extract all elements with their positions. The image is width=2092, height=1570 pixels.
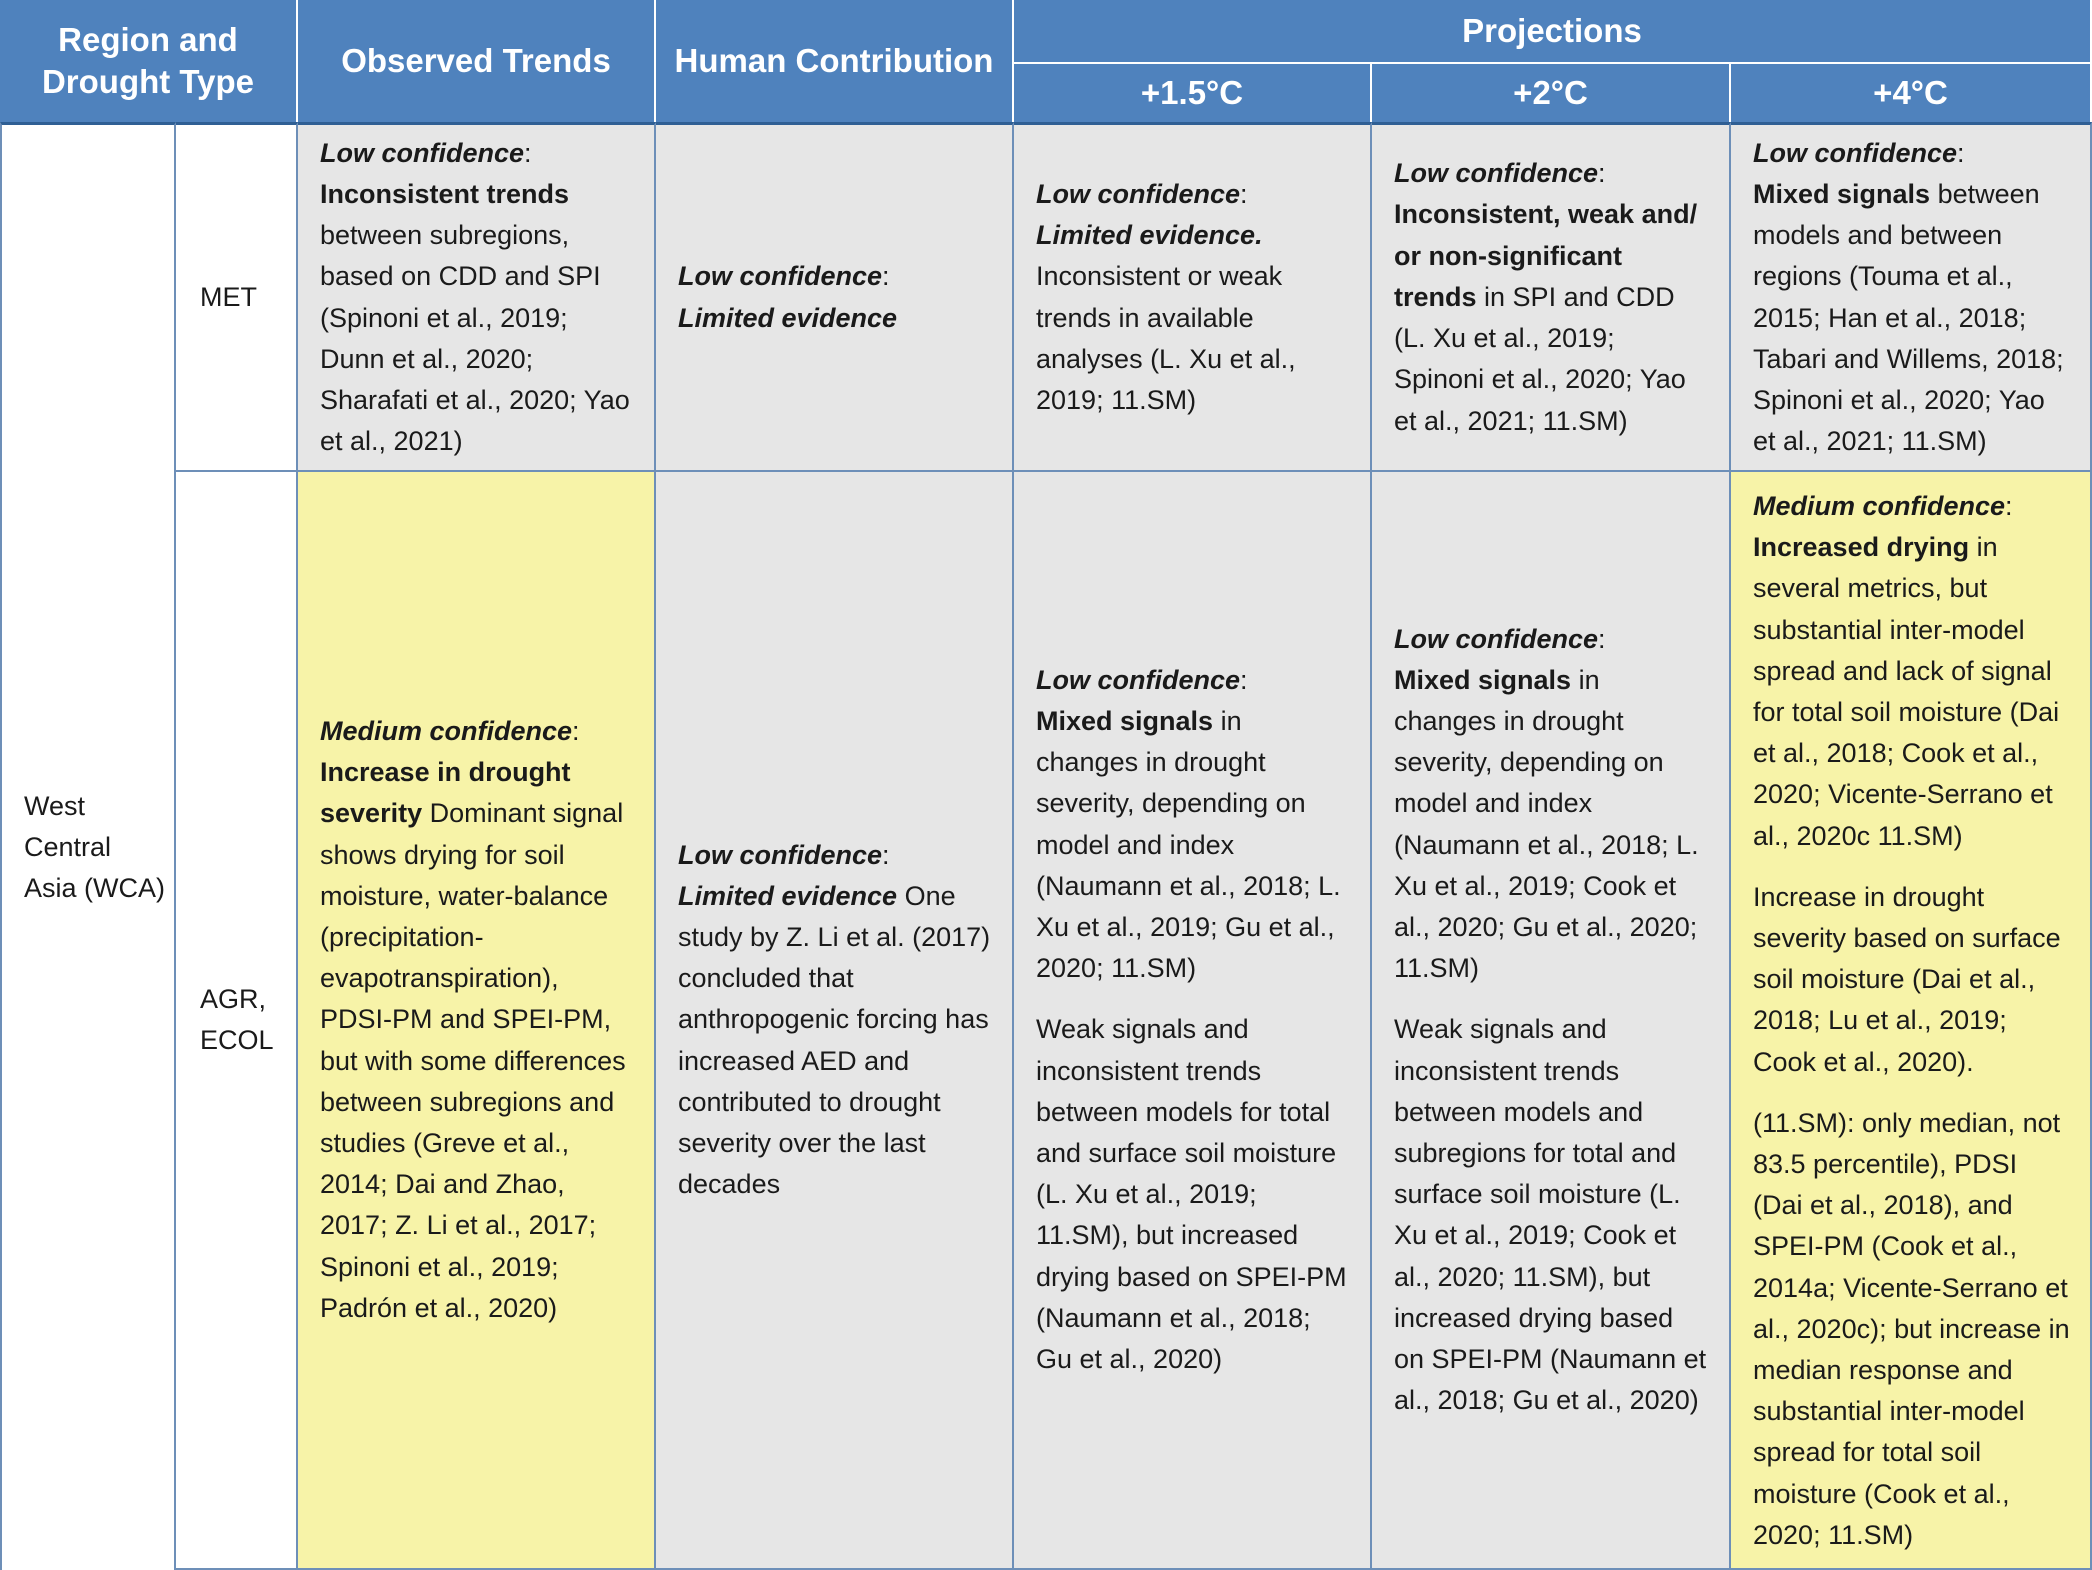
key-finding: Mixed signals — [1394, 664, 1572, 695]
confidence-label: Low confidence — [678, 261, 883, 292]
cell-text: between subregions, based on CDD and SPI (Spinoni et al., 2019; Dunn et al., 2020; Sharafati et al., 2020; Yao et al., 2021) — [320, 220, 630, 457]
agr-projection-4c — [1731, 472, 2092, 1570]
cell-text: Weak signals and inconsistent trends between models and subregions for total and surface soil moisture (L. Xu et al., 2019; Cook et al., 2020; 11.SM), but increased drying based on SPEI-PM (Naumann et al., 2018; Gu et al., 2020) — [1394, 1014, 1707, 1416]
cell-text: in SPI and CDD (L. Xu et al., 2019; Spinoni et al., 2020; Yao et al., 2021; 11.SM) — [1394, 281, 1686, 436]
cell-paragraph: Low confidence: Mixed signals in changes in drought severity, depending on model and index (Naumann et al., 2018; L. Xu et al., 2019; Cook et al., 2020; Gu et al., 2020; 11.SM) — [1394, 623, 1699, 984]
cell-paragraph: Low confidence: Mixed signals between models and between regions (Touma et al., 2015; Han et al., 2018; Tabari and Willems, 2018; Spinoni et al., 2020; Yao et al., 2021; 11.SM) — [1753, 137, 2064, 457]
confidence-label: Low confidence — [1753, 137, 1958, 168]
key-finding: Inconsistent, weak and/ or non-significant trends — [1394, 199, 1698, 312]
cell-text: in changes in drought severity, depending on model and index (Naumann et al., 2018; L. Xu et al., 2019; Gu et al., 2020; 11.SM) — [1036, 705, 1341, 984]
confidence-label: Medium confidence — [1753, 490, 2006, 521]
header-projections: Projections — [1014, 0, 2092, 64]
cell-paragraph: Low confidence: Mixed signals in changes in drought severity, depending on model and index (Naumann et al., 2018; L. Xu et al., 2019; Gu et al., 2020; 11.SM) — [1036, 664, 1341, 984]
met-projection-4c — [1731, 122, 2092, 472]
key-finding: Inconsistent trends — [320, 178, 570, 209]
evidence-label: Limited evidence. — [1036, 220, 1263, 251]
met-projection-1-5c — [1014, 122, 1372, 472]
header-projection-2c: +2°C — [1372, 64, 1731, 124]
confidence-label: Low confidence — [1394, 623, 1599, 654]
confidence-label: Low confidence — [1394, 158, 1599, 189]
drought-type-agr-ecol: AGR, ECOL — [176, 472, 298, 1570]
met-human-contribution — [656, 122, 1014, 472]
key-finding: Increased drying — [1753, 532, 1970, 563]
cell-text: in several metrics, but substantial inter-model spread and lack of signal for total soil moisture (Dai et al., 2018; Cook et al., 2020; Vicente-Serrano et al., 2020c 11.SM) — [1753, 532, 2060, 851]
cell-paragraph: Low confidence: Limited evidence. Inconsistent or weak trends in available analyses (L. Xu et al., 2019; 11.SM) — [1036, 178, 1296, 415]
header-projection-1-5c: +1.5°C — [1014, 64, 1372, 124]
cell-paragraph: Low confidence: Limited evidence One study by Z. Li et al. (2017) concluded that anthropogenic forcing has increased AED and contributed to drought severity over the last decades — [678, 839, 991, 1200]
cell-text: Dominant signal shows drying for soil moisture, water-balance (precipitation-evapotranspiration), PDSI-PM and SPEI-PM, but with some differences between subregions and studies (Greve et al., 2014; Dai and Zhao, 2017; Z. Li et al., 2017; Spinoni et al., 2019; Padrón et al., 2020) — [320, 798, 626, 1323]
met-projection-2c — [1372, 122, 1731, 472]
evidence-label: Limited evidence — [678, 302, 898, 333]
confidence-label: Low confidence — [320, 137, 525, 168]
evidence-label: Limited evidence — [678, 880, 898, 911]
header-projection-4c: +4°C — [1731, 64, 2092, 124]
cell-text: One study by Z. Li et al. (2017) concluded that anthropogenic forcing has increased AED and contributed to drought severity over the last decades — [678, 880, 991, 1200]
cell-text: Weak signals and inconsistent trends between models for total and surface soil moisture (L. Xu et al., 2019; 11.SM), but increased drying based on SPEI-PM (Naumann et al., 2018; Gu et al., 2020) — [1036, 1014, 1347, 1375]
cell-paragraph — [1394, 1009, 1709, 1421]
drought-type-met: MET — [176, 122, 298, 472]
cell-paragraph: Low confidence: Inconsistent trends between subregions, based on CDD and SPI (Spinoni et al., 2019; Dunn et al., 2020; Sharafati et al., 2020; Yao et al., 2021) — [320, 137, 630, 457]
cell-text: Inconsistent or weak trends in available analyses (L. Xu et al., 2019; 11.SM) — [1036, 261, 1296, 415]
confidence-label: Medium confidence — [320, 715, 573, 746]
cell-text: in changes in drought severity, depending on model and index (Naumann et al., 2018; L. Xu et al., 2019; Cook et al., 2020; Gu et al., 2020; 11.SM) — [1394, 664, 1699, 984]
cell-text: between models and between regions (Touma et al., 2015; Han et al., 2018; Tabari and Willems, 2018; Spinoni et al., 2020; Yao et al., 2021; 11.SM) — [1753, 178, 2064, 457]
met-observed-trends — [298, 122, 656, 472]
key-finding: Increase in drought severity — [320, 757, 571, 829]
confidence-label: Low confidence — [1036, 178, 1241, 209]
cell-paragraph: Low confidence: Inconsistent, weak and/ or non-significant trends in SPI and CDD (L. Xu et al., 2019; Spinoni et al., 2020; Yao et al., 2021; 11.SM) — [1394, 158, 1698, 436]
agr-human-contribution — [656, 472, 1014, 1570]
cell-paragraph — [1753, 877, 2070, 1083]
agr-projection-1-5c — [1014, 472, 1372, 1570]
header-region-drought-type: Region and Drought Type — [0, 0, 298, 124]
cell-paragraph: Medium confidence: Increased drying in several metrics, but substantial inter-model spread and lack of signal for total soil moisture (Dai et al., 2018; Cook et al., 2020; Vicente-Serrano et al., 2020c 11.SM) — [1753, 490, 2060, 851]
key-finding: Mixed signals — [1036, 705, 1214, 736]
cell-paragraph: Medium confidence: Increase in drought severity Dominant signal shows drying for soil moisture, water-balance (precipitation-evapotranspiration), PDSI-PM and SPEI-PM, but with some differences between subregions and studies (Greve et al., 2014; Dai and Zhao, 2017; Z. Li et al., 2017; Spinoni et al., 2019; Padrón et al., 2020) — [320, 715, 626, 1323]
cell-paragraph: Low confidence: Limited evidence — [678, 261, 898, 333]
agr-projection-2c — [1372, 472, 1731, 1570]
key-finding: Mixed signals — [1753, 178, 1931, 209]
cell-text: Increase in drought severity based on surface soil moisture (Dai et al., 2018; Lu et al., 2019; Cook et al., 2020). — [1753, 881, 2061, 1077]
cell-text: (11.SM): only median, not 83.5 percentile), PDSI (Dai et al., 2018), and SPEI-PM (Cook et al., 2014a; Vicente-Serrano et al., 2020c); but increase in median response and substantial inter-model spread for total soil moisture (Cook et al., 2020; 11.SM) — [1753, 1107, 2070, 1550]
region-label: West Central Asia (WCA) — [0, 122, 176, 1570]
agr-observed-trends — [298, 472, 656, 1570]
header-human-contribution: Human Contribution — [656, 0, 1014, 124]
cell-paragraph — [1753, 1103, 2070, 1556]
header-observed-trends: Observed Trends — [298, 0, 656, 124]
cell-paragraph — [1036, 1009, 1350, 1380]
confidence-label: Low confidence — [678, 839, 883, 870]
confidence-label: Low confidence — [1036, 664, 1241, 695]
